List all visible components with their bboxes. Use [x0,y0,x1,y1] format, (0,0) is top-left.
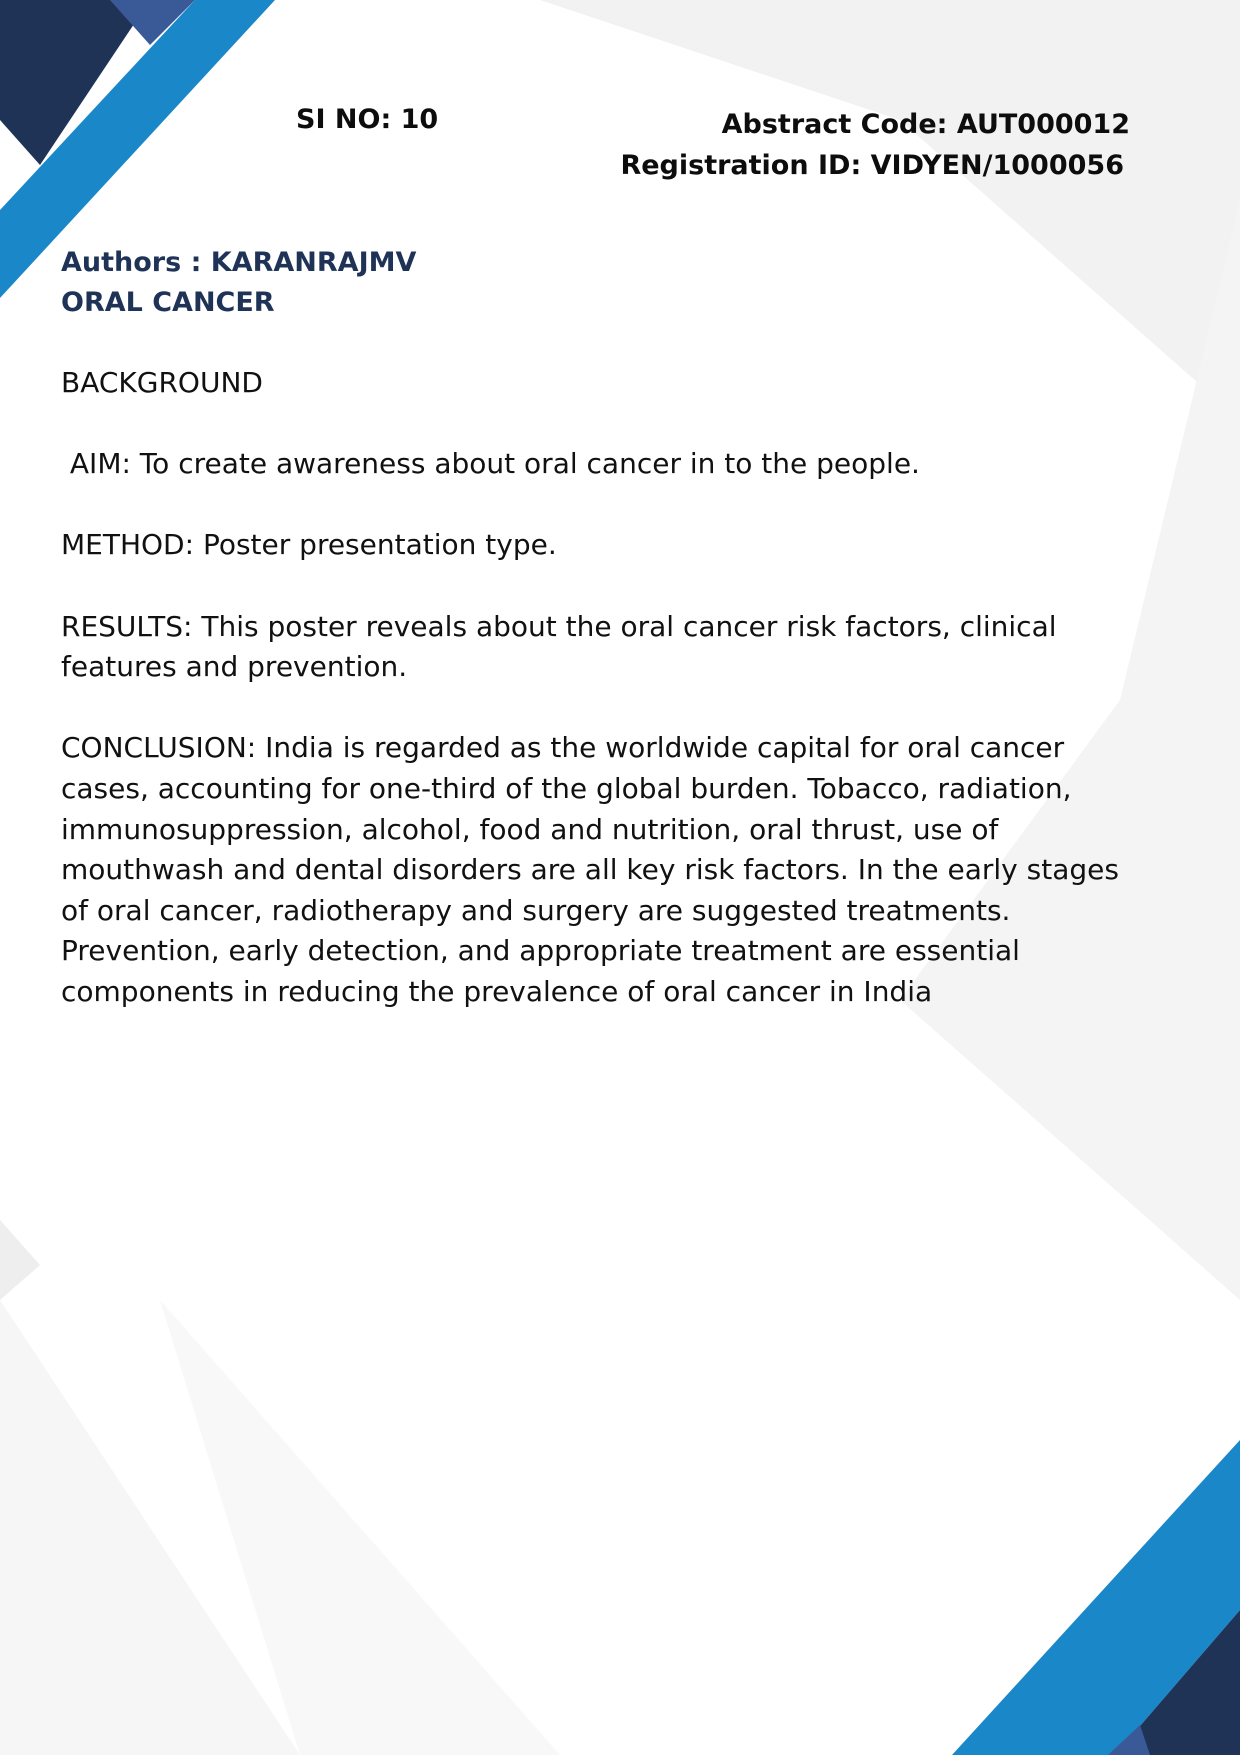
document-title: ORAL CANCER [61,287,275,318]
background-heading: BACKGROUND [61,366,263,399]
bg-grey-panel-left [0,1220,40,1300]
bg-grey-panel-top [540,0,1240,420]
aim-paragraph: AIM: To create awareness about oral cancer in to the people. [61,447,920,481]
conclusion-paragraph: CONCLUSION: India is regarded as the worldwide capital for oral cancer cases, accounting for one-third of the global burden. Tobacco, radiation, immunosuppression, alcohol, food and nutrition, oral thrust, use of mouthwash and dental disorders are all key risk factors. In the early stages of oral cancer, radiotherapy and surgery are suggested treatments. Prevention, early detection, and appropriate treatment are essential components in reducing the prevalence of oral cancer in India [61,731,1128,1008]
authors-line: Authors : KARANRAJMV [61,247,417,278]
abstract-code: Abstract Code: AUT000012 [721,109,1130,140]
registration-id: Registration ID: VIDYEN/1000056 [620,150,1124,181]
si-number: SI NO: 10 [296,104,439,135]
abstract-body [61,363,1141,1053]
method-paragraph: METHOD: Poster presentation type. [61,528,557,562]
header-codes [620,104,1130,186]
authors-title-block [61,243,416,323]
results-paragraph: RESULTS: This poster reveals about the oral cancer risk factors, clinical features and prevention. [61,609,1066,684]
